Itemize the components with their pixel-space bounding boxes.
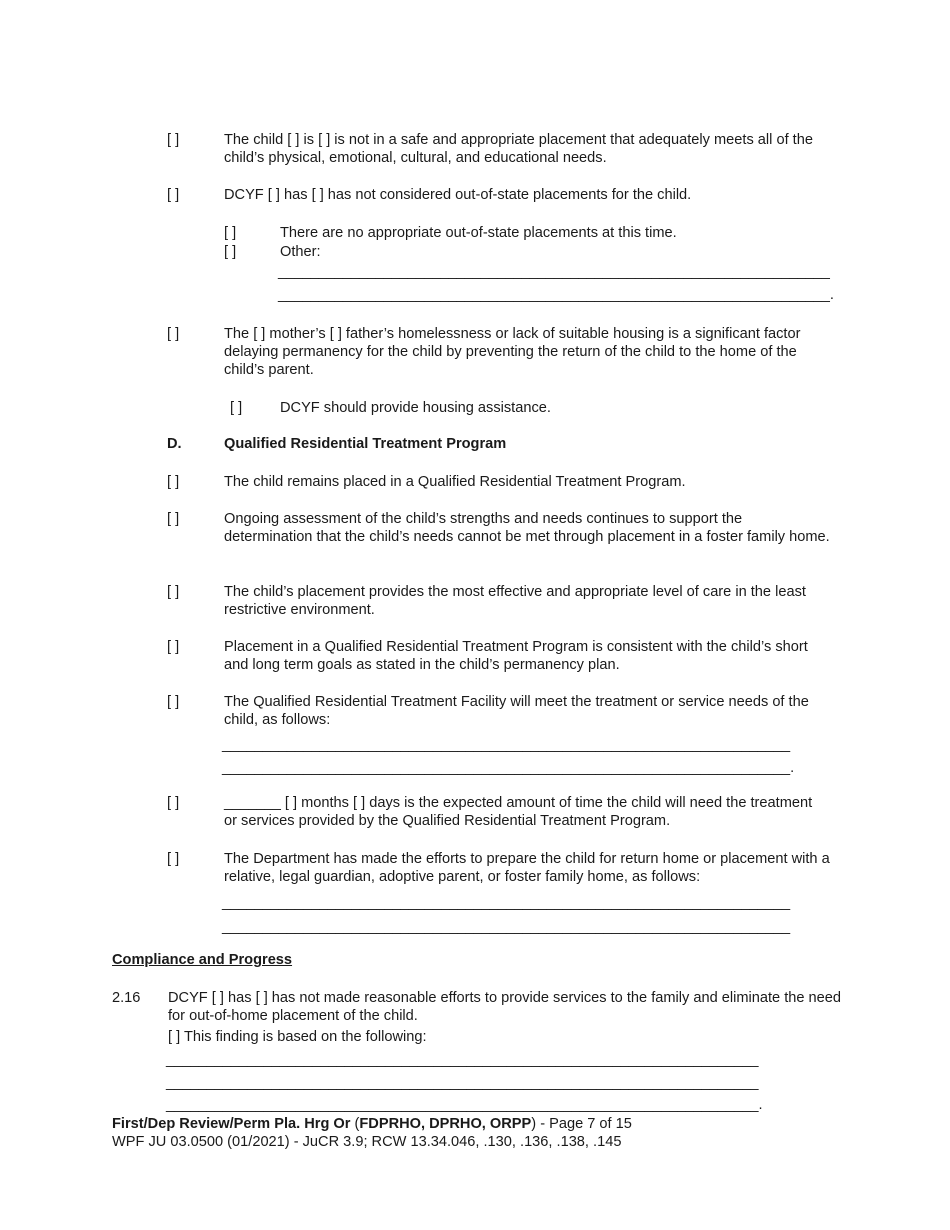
checkbox-other[interactable]: [ ] xyxy=(224,244,237,260)
no-appropriate-text: There are no appropriate out-of-state placements at this time. xyxy=(280,225,677,241)
footer-citation: WPF JU 03.0500 (01/2021) - JuCR 3.9; RCW 13.34.046, .130, .136, .138, .145 xyxy=(112,1134,622,1150)
checkbox-qrtp-placed[interactable]: [ ] xyxy=(167,474,180,490)
safe-placement-text: The child [ ] is [ ] is not in a safe and appropriate placement that adequately meets all of the child’s physical, emotional, cultural, and educational needs. xyxy=(224,132,813,166)
other-line-1[interactable]: ____________________________________________________________________ xyxy=(278,264,830,280)
consistent-goals-text: Placement in a Qualified Residential Treatment Program is consistent with the child’s short and long term goals as stated in the child’s permanency plan. xyxy=(224,639,808,673)
department-efforts-text: The Department has made the efforts to prepare the child for return home or placement with a relative, legal guardian, adoptive parent, or foster family home, as follows: xyxy=(224,851,830,885)
reasonable-efforts-text: DCYF [ ] has [ ] has not made reasonable efforts to provide services to the family and eliminate the need for out-of-home placement of the child. xyxy=(168,990,842,1024)
section-number-2-16: 2.16 xyxy=(112,990,141,1006)
treatment-needs-text: The Qualified Residential Treatment Facility will meet the treatment or service needs of the child, as follows: xyxy=(224,694,809,728)
effective-care-text: The child’s placement provides the most effective and appropriate level of care in the least restrictive environment. xyxy=(224,584,806,618)
section-d-title: Qualified Residential Treatment Program xyxy=(224,436,507,452)
checkbox-department-efforts[interactable]: [ ] xyxy=(167,851,180,867)
out-of-state-text: DCYF [ ] has [ ] has not considered out-of-state placements for the child. xyxy=(224,187,692,203)
qrtp-placed-text: The child remains placed in a Qualified Residential Treatment Program. xyxy=(224,474,686,490)
section-d-letter: D. xyxy=(167,436,182,452)
footer-page-number: ) - Page 7 of 15 xyxy=(531,1116,632,1132)
department-efforts-line-2[interactable]: ______________________________________________________________________ xyxy=(222,919,791,935)
finding-line-1[interactable]: _________________________________________________________________________ xyxy=(166,1052,759,1068)
checkbox-treatment-needs[interactable]: [ ] xyxy=(167,694,180,710)
checkbox-expected-time[interactable]: [ ] xyxy=(167,795,180,811)
ongoing-assessment-text: Ongoing assessment of the child’s strengths and needs continues to support the determination that the child’s needs cannot be met through placement in a foster family home. xyxy=(224,511,830,545)
finding-basis-text[interactable]: [ ] This finding is based on the following: xyxy=(168,1029,427,1045)
finding-line-2[interactable]: _________________________________________________________________________ xyxy=(166,1075,759,1091)
housing-assistance-text: DCYF should provide housing assistance. xyxy=(280,400,551,416)
homelessness-text: The [ ] mother’s [ ] father’s homelessness or lack of suitable housing is a significant factor delaying permanency for the child by preventing the return of the child to the home of the child’s parent. xyxy=(224,326,801,378)
treatment-needs-line-1[interactable]: ______________________________________________________________________ xyxy=(222,737,791,753)
checkbox-consistent-goals[interactable]: [ ] xyxy=(167,639,180,655)
finding-line-3[interactable]: _________________________________________________________________________. xyxy=(166,1097,763,1113)
footer-title-codes: FDPRHO, DPRHO, ORPP xyxy=(359,1116,532,1132)
footer-title-form: First/Dep Review/Perm Pla. Hrg Or xyxy=(112,1116,351,1132)
other-line-2[interactable]: ____________________________________________________________________. xyxy=(278,287,834,303)
checkbox-effective-care[interactable]: [ ] xyxy=(167,584,180,600)
compliance-heading: Compliance and Progress xyxy=(112,952,293,968)
checkbox-safe-placement[interactable]: [ ] xyxy=(167,132,180,148)
department-efforts-line-1[interactable]: ______________________________________________________________________ xyxy=(222,895,791,911)
checkbox-no-appropriate[interactable]: [ ] xyxy=(224,225,237,241)
footer-title-paren: ( xyxy=(350,1116,360,1132)
other-label: Other: xyxy=(280,244,321,260)
checkbox-housing-assistance[interactable]: [ ] xyxy=(230,400,243,416)
expected-time-text: _______ [ ] months [ ] days is the expected amount of time the child will need the treatment or services provided by the Qualified Residential Treatment Program. xyxy=(224,795,813,829)
checkbox-out-of-state[interactable]: [ ] xyxy=(167,187,180,203)
checkbox-homelessness[interactable]: [ ] xyxy=(167,326,180,342)
checkbox-ongoing-assessment[interactable]: [ ] xyxy=(167,511,180,527)
treatment-needs-line-2[interactable]: ______________________________________________________________________. xyxy=(222,760,795,776)
footer-title xyxy=(112,1115,632,1133)
